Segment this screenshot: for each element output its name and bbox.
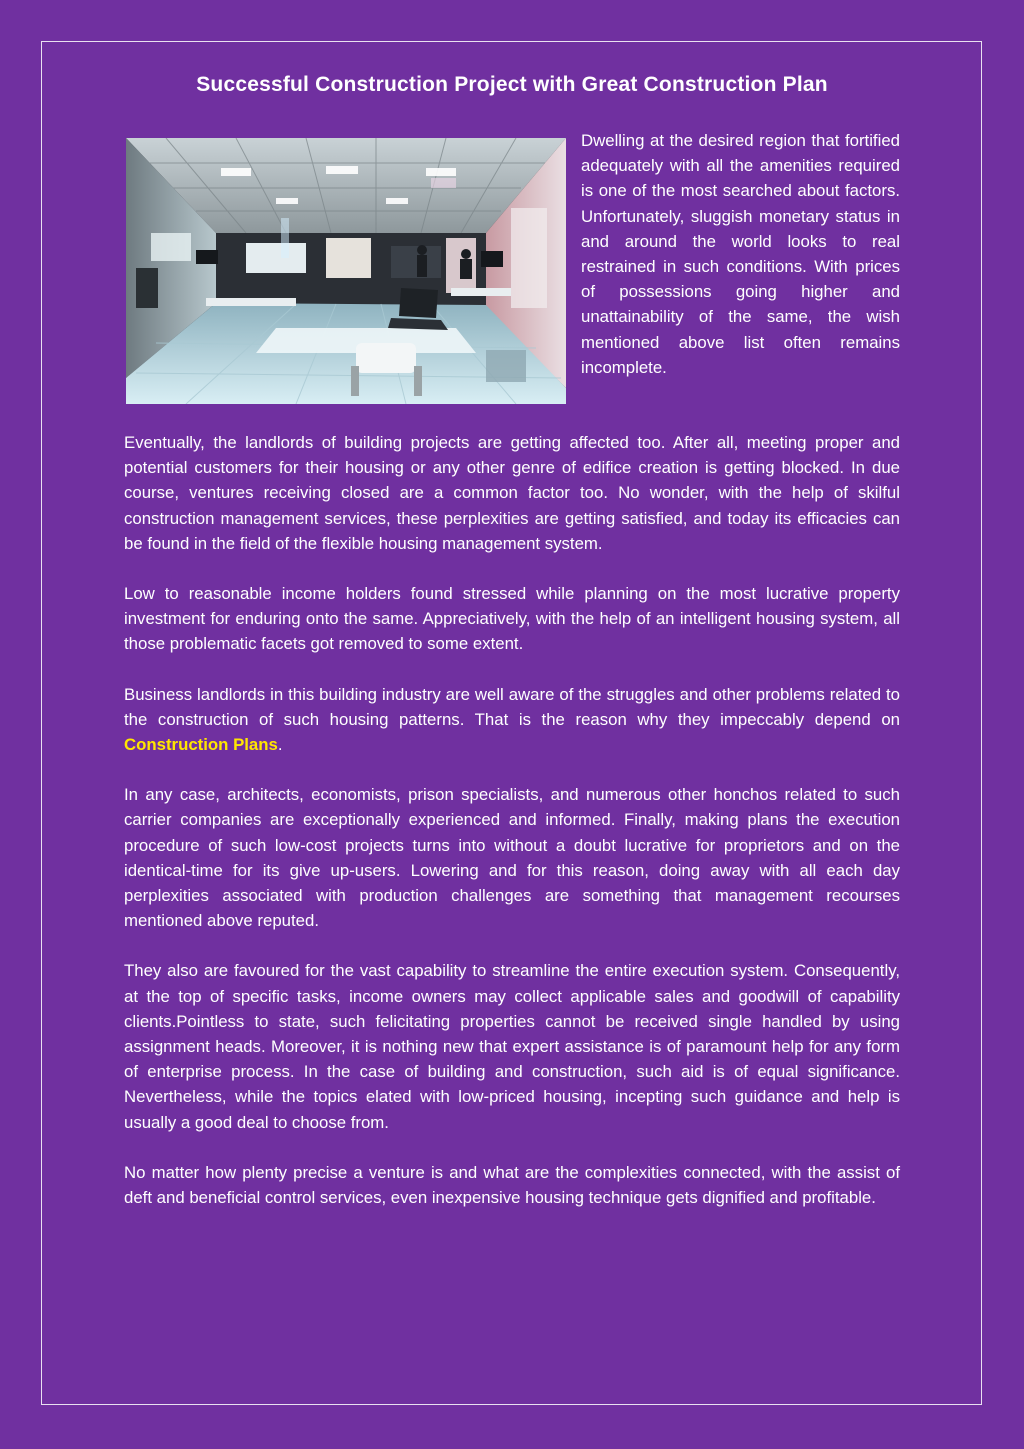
paragraph: No matter how plenty precise a venture is and what are the complexities connected, with the assist of deft and beneficial control services, even inexpensive housing technique gets dignified and profitable. bbox=[124, 1162, 900, 1208]
paragraph: They also are favoured for the vast capability to streamline the entire execution system. Consequently, at the top of specific tasks, income owners may collect applicable sales and goodwill of capability clients.Pointless to state, such felicitating properties cannot be received single handled by using assignment heads. Moreover, it is nothing new that expert assistance is of paramount help for any form of enterprise process. In the case of building and construction, such aid is of equal significance. Nevertheless, while the topics elated with low-priced housing, incepting such guidance and help is usually a good deal to choose from. bbox=[124, 961, 900, 1132]
paragraph-text-end: . bbox=[277, 735, 283, 755]
paragraph: In any case, architects, economists, prison specialists, and numerous other honchos related to such carrier companies are exceptionally experienced and informed. Finally, making plans the execution procedure of such low-cost projects turns into without a doubt lucrative for proprietors and on the identical-time for its give up-users. Lowering and for this reason, doing away with all each day perplexities associated with production challenges are something that management recourses mentioned above reputed. bbox=[124, 785, 900, 931]
construction-plans-link[interactable]: Construction Plans bbox=[124, 735, 278, 755]
paragraph: Eventually, the landlords of building projects are getting affected too. After all, meeting proper and potential customers for their housing or any other genre of edifice creation is getting blocked. In due course, ventures receiving closed are a common factor too. No wonder, with the help of skilful construction management services, these perplexities are getting satisfied, and today its efficacies can be found in the field of the flexible housing management system. bbox=[124, 433, 900, 553]
paragraph-text: Business landlords in this building industry are well aware of the struggles and other problems related to the construction of such housing patterns. That is the reason why they impeccably depend on bbox=[124, 684, 900, 729]
paragraph: Low to reasonable income holders found stressed while planning on the most lucrative property investment for enduring onto the same. Appreciatively, with the help of an intelligent housing system, all those problematic facets got removed to some extent. bbox=[124, 584, 900, 654]
paragraph-with-link bbox=[124, 682, 900, 758]
intro-paragraph: Dwelling at the desired region that fortified adequately with all the amenities required is one of the most searched about factors. Unfortunately, sluggish monetary status in and around the world looks to real restrained in such conditions. With prices of possessions going higher and unattainability of the same, the wish mentioned above list often remains incomplete. bbox=[581, 131, 900, 377]
document-title: Successful Construction Project with Great Construction Plan bbox=[196, 73, 828, 96]
office-interior-photo bbox=[126, 138, 566, 404]
article-body bbox=[124, 430, 900, 1235]
